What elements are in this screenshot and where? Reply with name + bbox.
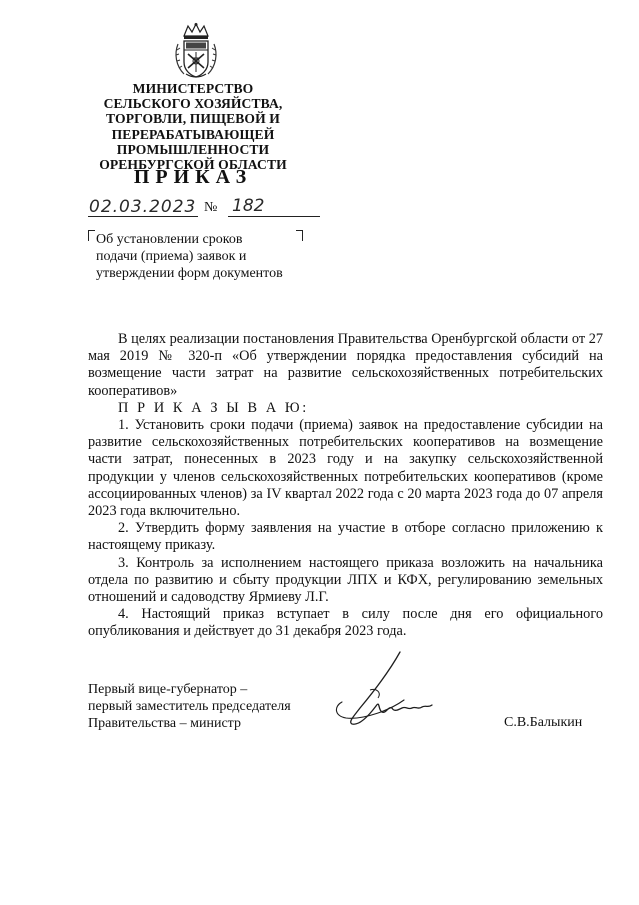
- number-sign: №: [204, 200, 218, 215]
- subject-bracket-left: [88, 230, 95, 241]
- number-underline: [228, 216, 320, 217]
- date-number-line: [88, 196, 320, 220]
- subject-line: Об установлении сроков: [96, 232, 243, 247]
- subject-text: [96, 231, 316, 282]
- order-date: 02.03.2023: [89, 197, 197, 217]
- ministry-line: МИНИСТЕРСТВО: [132, 81, 254, 96]
- order-body: [88, 331, 603, 641]
- order-item: 2. Утвердить форму заявления на участие в отборе согласно приложению к настоящему приказу.: [88, 520, 603, 554]
- handwritten-signature: [330, 650, 450, 735]
- order-item: 1. Установить сроки подачи (приема) заявок на предоставление субсидии на развитие сельскохозяйственных потребительских кооперативов на возмещение части затрат, понесенных в 2023 году и на закупку сельскохозяйственной продукции у членов сельскохозяйственных потребительских кооперативов (кроме ассоциированных членов) за IV квартал 2022 года с 20 марта 2023 года до 07 апреля 2023 года включительно.: [88, 417, 603, 520]
- subject-line: подачи (приема) заявок и: [96, 249, 247, 264]
- order-item: 3. Контроль за исполнением настоящего приказа возложить на начальника отдела по развитию и сбыту продукции ЛПХ и КФХ, регулированию земельных отношений и садоводству Ярмиеву Л.Г.: [88, 554, 603, 606]
- document-type: ПРИКАЗ: [133, 166, 253, 188]
- order-number: 182: [232, 196, 265, 216]
- ministry-title: [80, 81, 306, 172]
- position-line: Первый вице-губернатор –: [88, 682, 248, 697]
- ministry-line: ТОРГОВЛИ, ПИЩЕВОЙ И: [106, 111, 280, 127]
- ministry-line: ПРОМЫШЛЕННОСТИ: [116, 141, 270, 157]
- position-line: Правительства – министр: [88, 716, 241, 731]
- order-item: 4. Настоящий приказ вступает в силу после дня его официального опубликования и действует до 31 декабря 2023 года.: [88, 606, 603, 640]
- orenburg-coat-of-arms-icon: [174, 22, 218, 80]
- preamble: В целях реализации постановления Правительства Оренбургской области от 27 мая 2019 № 320-п «Об утверждении порядка предоставления субсидий на возмещение части затрат на развитие сельскохозяйственных потребительских кооперативов»: [88, 331, 603, 399]
- subject-line: утверждении форм документов: [96, 266, 283, 281]
- decree-word: П Р И К А З Ы В А Ю:: [118, 399, 309, 416]
- ministry-line: СЕЛЬСКОГО ХОЗЯЙСТВА,: [103, 96, 283, 112]
- signatory-name: С.В.Балыкин: [504, 715, 583, 730]
- ministry-line: ПЕРЕРАБАТЫВАЮЩЕЙ: [111, 126, 275, 142]
- date-underline: [88, 216, 198, 217]
- ministry-line: ОРЕНБУРГСКОЙ ОБЛАСТИ: [99, 157, 287, 173]
- position-line: первый заместитель председателя: [88, 699, 291, 714]
- signatory-position: [88, 681, 328, 732]
